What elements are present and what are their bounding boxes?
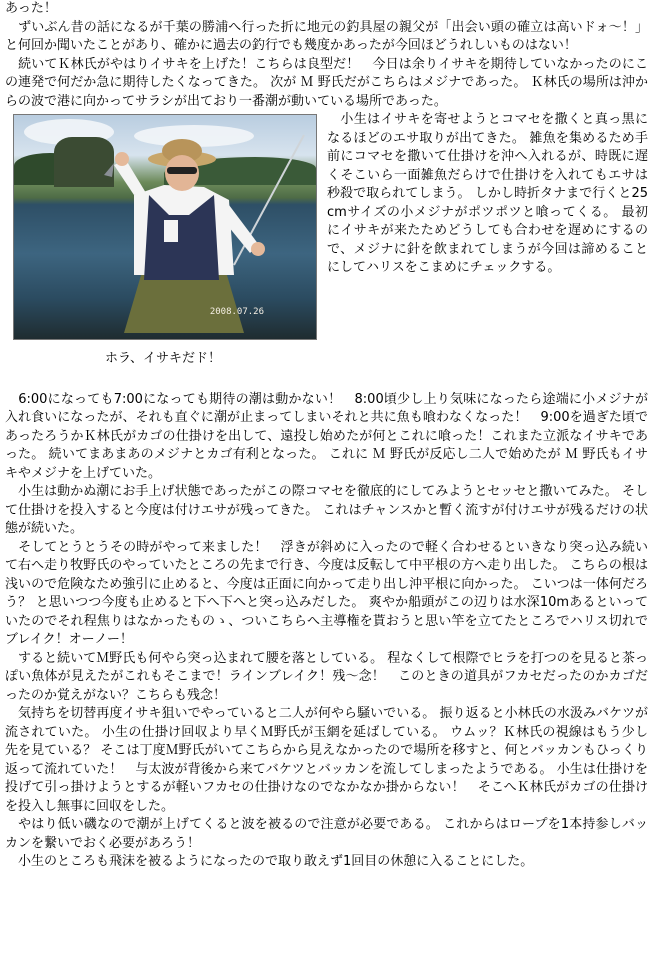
- paragraph: あった！: [5, 1, 57, 16]
- paragraph: そしてとうとうその時がやって来ました！ 浮きが斜めに入ったので軽く合わせるといきなり突っ込み続いて右へ走り牧野氏のやっていたところの先まで行き、今度は反転して中平根の方へ走り出した。 こちらの根は浅いので危険なため強引に止めると、今度は正面に向かって走り出し沖平根に向かった。 こいつは一体何だろう？ と思いつつ今度も止めると下へ下へと突っ込みだした。 爽やか船頭がこの辺りは水深10mあるといっていたのでそれ程焦りはなかったものゝ、ついこちらへ主導権を貰おうと思い竿を立てたところでハリス切れでブレイク！オーノー！: [5, 539, 648, 647]
- photo-block: [7, 114, 319, 369]
- paragraph: 気持ちを切替再度イサキ狙いでやっていると二人が何やら騒いでいる。 振り返ると小林氏の水汲みバケツが流されていた。 小生の仕掛け回収より早くＭ野氏が玉網を延ばしている。 ウムッ？Ｋ林氏の視線はもう少し先を見ている？ そこは丁度Ｍ野氏がいてこちらから見えなかったので場所を移すと、何とバッカンもひっくり返って流れていた！ 与太波が背後から来てバケツとバッカンを流してしまったようである。 小生は仕掛けを投げて引っ掛けようとするが軽いフカセの仕掛けなのでなかなか掛からない！ そこへＫ林氏がカゴの仕掛けを投入し無事に回収をした。: [5, 706, 648, 814]
- photo-caption: ホラ、イサキだド！: [105, 351, 221, 366]
- paragraph: 6:00になっても7:00になっても期待の潮は動かない！ 8:00頃少し上り気味になったら途端に小メジナが入れ食いになったが、それも直ぐに潮が止まってしまいそれと共に魚も喰わなくなった！ 9:00を過ぎた頃であったろうかＫ林氏がカゴの仕掛けを出して、遠投し始めたが何とこれに喰った！これまた立派なイサキであった。 続いてまあまあのメジナとカゴ有利となった。 これに Ｍ 野氏が反応し二人で始めたが Ｍ 野氏もイサキやメジナを上げていた。: [5, 391, 648, 481]
- paragraph: 小生は動かぬ潮にお手上げ状態であったがこの際コマセを徹底的にしてみようとセッセと撒いてみた。 そして仕掛けを投入すると今度は付けエサが残ってきた。 これはチャンスかと暫く流すが付けエサが残るだけの状態が続いた。: [5, 484, 648, 536]
- angler-photo: [13, 114, 317, 340]
- paragraph: 小生のところも飛沫を被るようになったので取り敢えず1回目の休憩に入ることにした。: [5, 854, 534, 869]
- paragraph: やはり低い磯なので潮が上げてくると波を被るので注意が必要である。 これからはロープを1本持参しバッカンを繋いでおく必要があろう！: [5, 817, 648, 851]
- paragraph: 続いてＫ林氏がやはりイサキを上げた！こちらは良型だ！ 今日は余りイサキを期待していなかったのにこの連発で何だか急に期待したくなってきた。 次が Ｍ 野氏だがこちらはメジナであった。 Ｋ林氏の場所は沖からの波で港に向かってサラシが出ており一番潮が動いている場所であった。: [5, 56, 648, 109]
- paragraph: すると続いてＭ野氏も何やら突っ込まれて腰を落としている。 程なくして根際でヒラを打つのを見ると茶っぽい魚体が見えたがこれもそこまで！ラインブレイク！残～念！ このときの道具がフカセだったのかカゴだったのか覚えがない？こちらも残念！: [5, 650, 648, 703]
- article-page: [5, 0, 648, 872]
- paragraph: ずいぶん昔の話になるが千葉の勝浦へ行った折に地元の釣具屋の親父が「出会い頭の確立は高いドォ～！」と何回か聞いたことがあり、確かに過去の釣行でも幾度かあったが今回ほどうれしいものはない！: [5, 19, 648, 53]
- angler-figure: [14, 115, 316, 339]
- paragraph: 小生はイサキを寄せようとコマセを撒くと真っ黒になるほどのエサ取りが出てきた。 雑魚を集めるため手前にコマセを撒いて仕掛けを沖へ入れるが、時既に遅くそこいら一面雑魚だらけで仕掛けを入れてもエサは秒殺で取られてしまう。 しかし時折タナまで行くと25cmサイズの小メジナがポツポツと喰ってくる。 最初にイサキが来たためどうしても合わせを遅めにするので、メジナに針を飲まれてしまうが今回は諦めることにしてハリスをこまめにチェックする。: [327, 112, 648, 275]
- photo-date-stamp: 2008.07.26: [209, 306, 264, 317]
